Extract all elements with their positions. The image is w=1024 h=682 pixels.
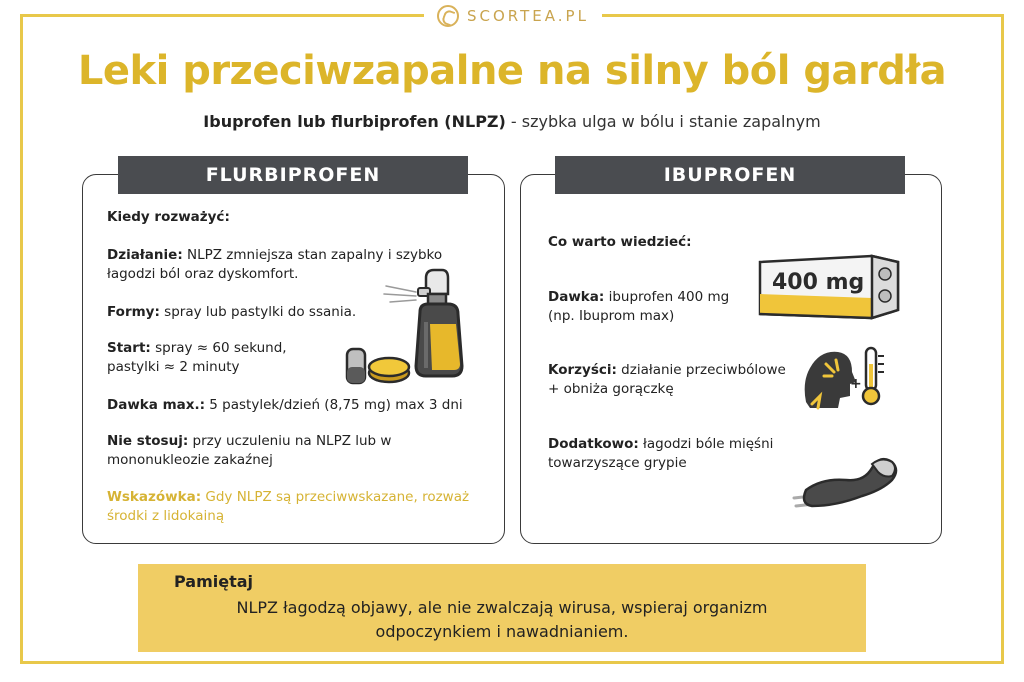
dose-max-text xyxy=(107,396,463,415)
hint-label: Wskazówka: xyxy=(107,489,202,505)
subtitle-rest: - szybka ulga w bólu i stanie zapalnym xyxy=(505,112,821,131)
contraindication-text xyxy=(107,432,391,470)
forms-text xyxy=(107,303,356,322)
when-heading xyxy=(107,208,230,227)
when-label: Kiedy rozważyć: xyxy=(107,209,230,225)
page-subtitle xyxy=(0,112,1024,131)
action-value-2: łagodzi ból oraz dyskomfort. xyxy=(107,266,299,282)
dose-max-label: Dawka max.: xyxy=(107,397,205,413)
start-text xyxy=(107,339,287,377)
hint-text xyxy=(107,488,469,526)
remember-title: Pamiętaj xyxy=(174,572,254,591)
ibu-dose-value: ibuprofen 400 mg xyxy=(604,289,730,305)
subtitle-bold: Ibuprofen lub flurbiprofen (NLPZ) xyxy=(203,112,506,131)
know-label: Co warto wiedzieć: xyxy=(548,234,692,250)
remember-body xyxy=(138,596,866,644)
contraindication-value: przy uczuleniu na NLPZ lub w xyxy=(188,433,392,449)
pill-box-icon xyxy=(754,252,904,322)
svg-text:+: + xyxy=(850,376,862,392)
logo-mark-icon xyxy=(437,5,459,27)
ibu-dose-text xyxy=(548,288,729,326)
dose-max-value: 5 pastylek/dzień (8,75 mg) max 3 dni xyxy=(205,397,463,413)
head-pain-icon xyxy=(800,342,892,412)
hint-value: Gdy NLPZ są przeciwwskazane, rozważ xyxy=(201,489,470,505)
ibuprofen-header: IBUPROFEN xyxy=(555,156,905,194)
start-value: spray ≈ 60 sekund, xyxy=(150,340,287,356)
benefit-label: Korzyści: xyxy=(548,362,617,378)
forms-label: Formy: xyxy=(107,304,160,320)
start-label: Start: xyxy=(107,340,151,356)
remember-box xyxy=(138,564,866,652)
thermometer-icon xyxy=(863,348,884,404)
benefit-value-2: + obniża gorączkę xyxy=(548,381,674,397)
extra-value-2: towarzyszące grypie xyxy=(548,455,687,471)
extra-text xyxy=(548,435,773,473)
lozenges-icon xyxy=(343,343,413,387)
remember-line-1: NLPZ łagodzą objawy, ale nie zwalczają wirusa, wspieraj organizm xyxy=(236,598,768,617)
benefit-text xyxy=(548,361,786,399)
contraindication-value-2: mononukleozie zakaźnej xyxy=(107,452,273,468)
flurbiprofen-header: FLURBIPROFEN xyxy=(118,156,468,194)
benefit-value: działanie przeciwbólowe xyxy=(616,362,786,378)
sore-muscle-icon xyxy=(792,448,902,514)
know-heading xyxy=(548,233,692,252)
logo-text: SCORTEA.PL xyxy=(467,7,589,25)
extra-label: Dodatkowo: xyxy=(548,436,639,452)
remember-line-2: odpoczynkiem i nawadnianiem. xyxy=(375,622,629,641)
action-label: Działanie: xyxy=(107,247,183,263)
ibu-dose-value-2: (np. Ibuprom max) xyxy=(548,308,675,324)
contraindication-label: Nie stosuj: xyxy=(107,433,189,449)
pill-box-label: 400 mg xyxy=(772,270,865,295)
start-value-2: pastylki ≈ 2 minuty xyxy=(107,359,240,375)
brand-logo[interactable] xyxy=(437,4,589,28)
extra-value: łagodzi bóle mięśni xyxy=(638,436,774,452)
forms-value: spray lub pastylki do ssania. xyxy=(159,304,357,320)
ibu-dose-label: Dawka: xyxy=(548,289,605,305)
page-title: Leki przeciwzapalne na silny ból gardła xyxy=(77,48,947,94)
action-value: NLPZ zmniejsza stan zapalny i szybko xyxy=(182,247,443,263)
hint-value-2: środki z lidokainą xyxy=(107,508,225,524)
